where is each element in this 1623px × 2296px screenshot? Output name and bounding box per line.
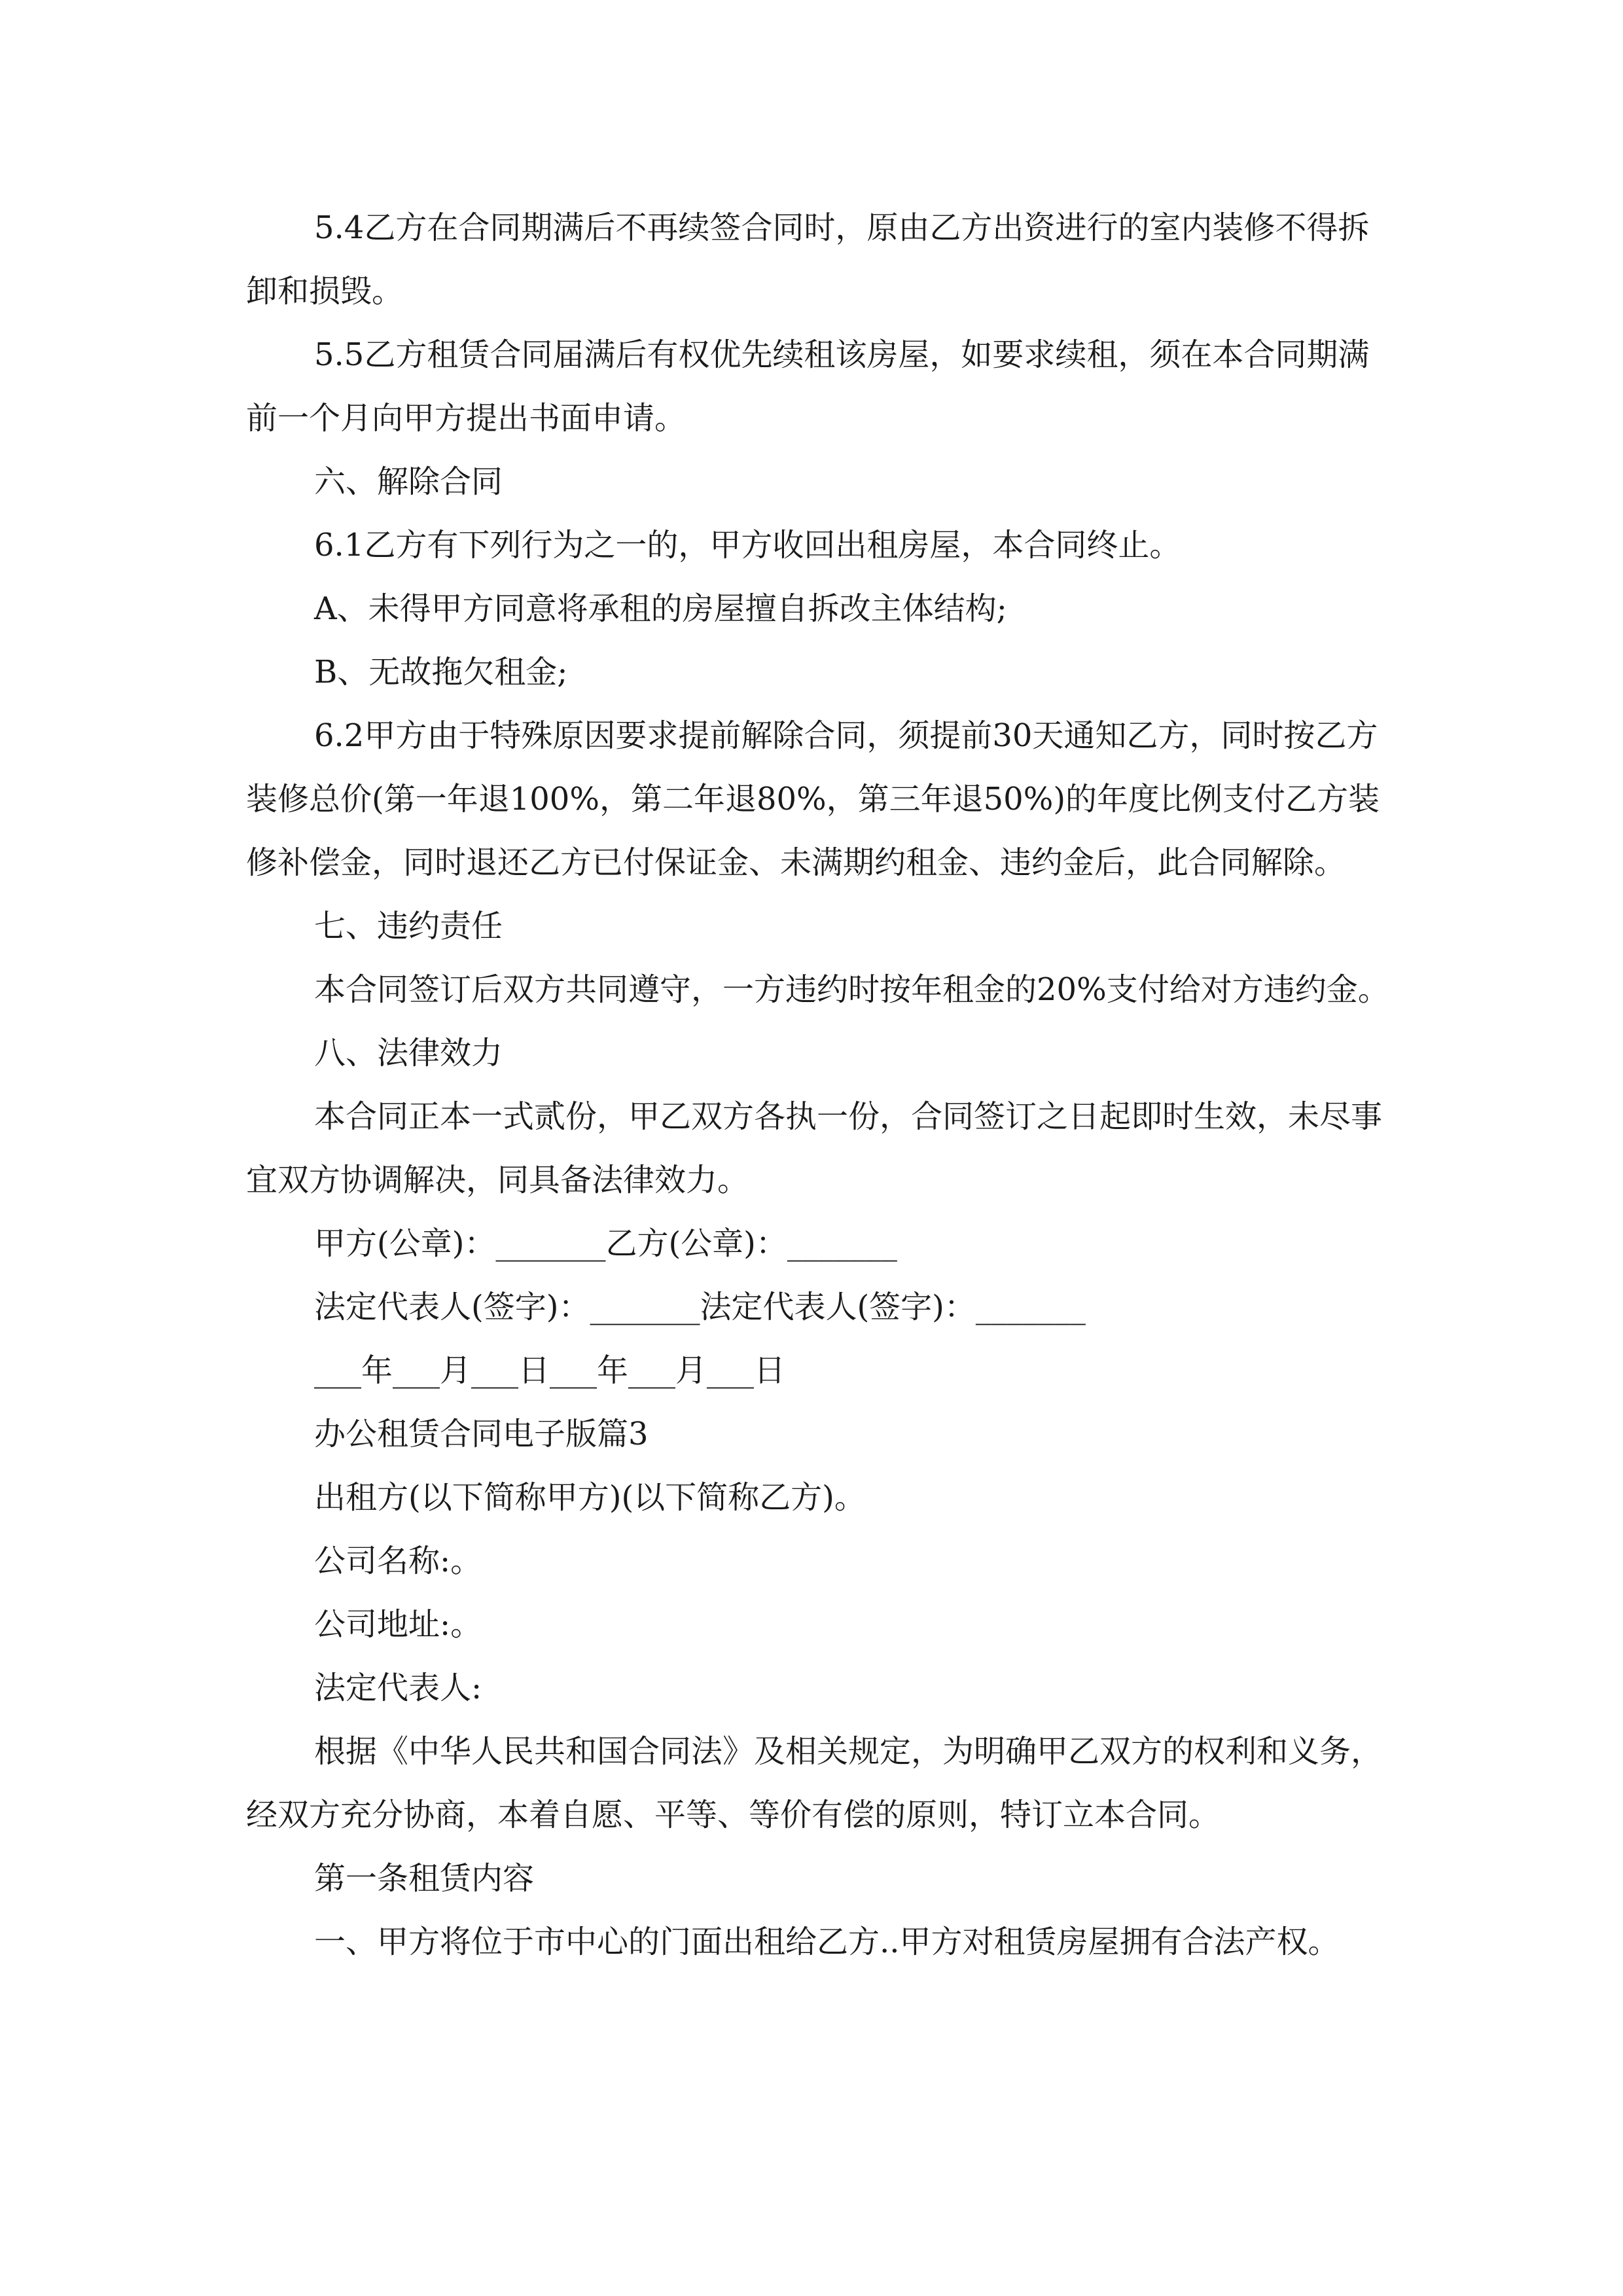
clause-5-4: 5.4乙方在合同期满后不再续签合同时，原由乙方出资进行的室内装修不得拆卸和损毁。 xyxy=(246,209,1370,310)
document-body xyxy=(246,196,1391,1974)
legal-effect-text: 本合同正本一式贰份，甲乙双方各执一份，合同签订之日起即时生效，未尽事宜双方协调解决，同具备法律效力。 xyxy=(246,1098,1383,1198)
legal-rep-line: 法定代表人: xyxy=(314,1670,482,1706)
section-heading-termination: 六、解除合同 xyxy=(314,463,503,500)
signature-line: 法定代表人(签字)：_______法定代表人(签字)：_______ xyxy=(314,1289,1086,1325)
clause-6-1-a: A、未得甲方同意将承租的房屋擅自拆改主体结构; xyxy=(314,590,1007,627)
date-line: ___年___月___日___年___月___日 xyxy=(314,1352,786,1389)
article-1-heading: 第一条租赁内容 xyxy=(314,1860,535,1897)
article-1-item-1: 一、甲方将位于市中心的门面出租给乙方..甲方对租赁房屋拥有合法产权。 xyxy=(314,1924,1340,1960)
seal-line: 甲方(公章)：_______乙方(公章)：_______ xyxy=(314,1225,897,1262)
company-address-line: 公司地址:。 xyxy=(314,1606,482,1643)
section-heading-legal-effect: 八、法律效力 xyxy=(314,1035,503,1071)
part-heading: 办公租赁合同电子版篇3 xyxy=(314,1416,649,1452)
section-heading-liability: 七、违约责任 xyxy=(314,908,503,944)
preamble-text: 根据《中华人民共和国合同法》及相关规定，为明确甲乙双方的权利和义务，经双方充分协商，本着自愿、平等、等价有偿的原则，特订立本合同。 xyxy=(246,1733,1383,1833)
clause-6-1-b: B、无故拖欠租金; xyxy=(314,654,568,691)
clause-5-5: 5.5乙方租赁合同届满后有权优先续租该房屋，如要求续租，须在本合同期满前一个月向甲方提出书面申请。 xyxy=(246,336,1370,437)
clause-6-1: 6.1乙方有下列行为之一的，甲方收回出租房屋，本合同终止。 xyxy=(314,527,1181,564)
company-name-line: 公司名称:。 xyxy=(314,1543,482,1579)
clause-6-2: 6.2甲方由于特殊原因要求提前解除合同，须提前30天通知乙方，同时按乙方装修总价(第一年退100%，第二年退80%，第三年退50%)的年度比例支付乙方装修补偿金，同时退还乙方已付保证金、未满期约租金、违约金后，此合同解除。 xyxy=(246,717,1380,881)
liability-text: 本合同签订后双方共同遵守，一方违约时按年租金的20%支付给对方违约金。 xyxy=(314,971,1389,1008)
parties-line: 出租方(以下简称甲方)(以下简称乙方)。 xyxy=(314,1479,866,1516)
